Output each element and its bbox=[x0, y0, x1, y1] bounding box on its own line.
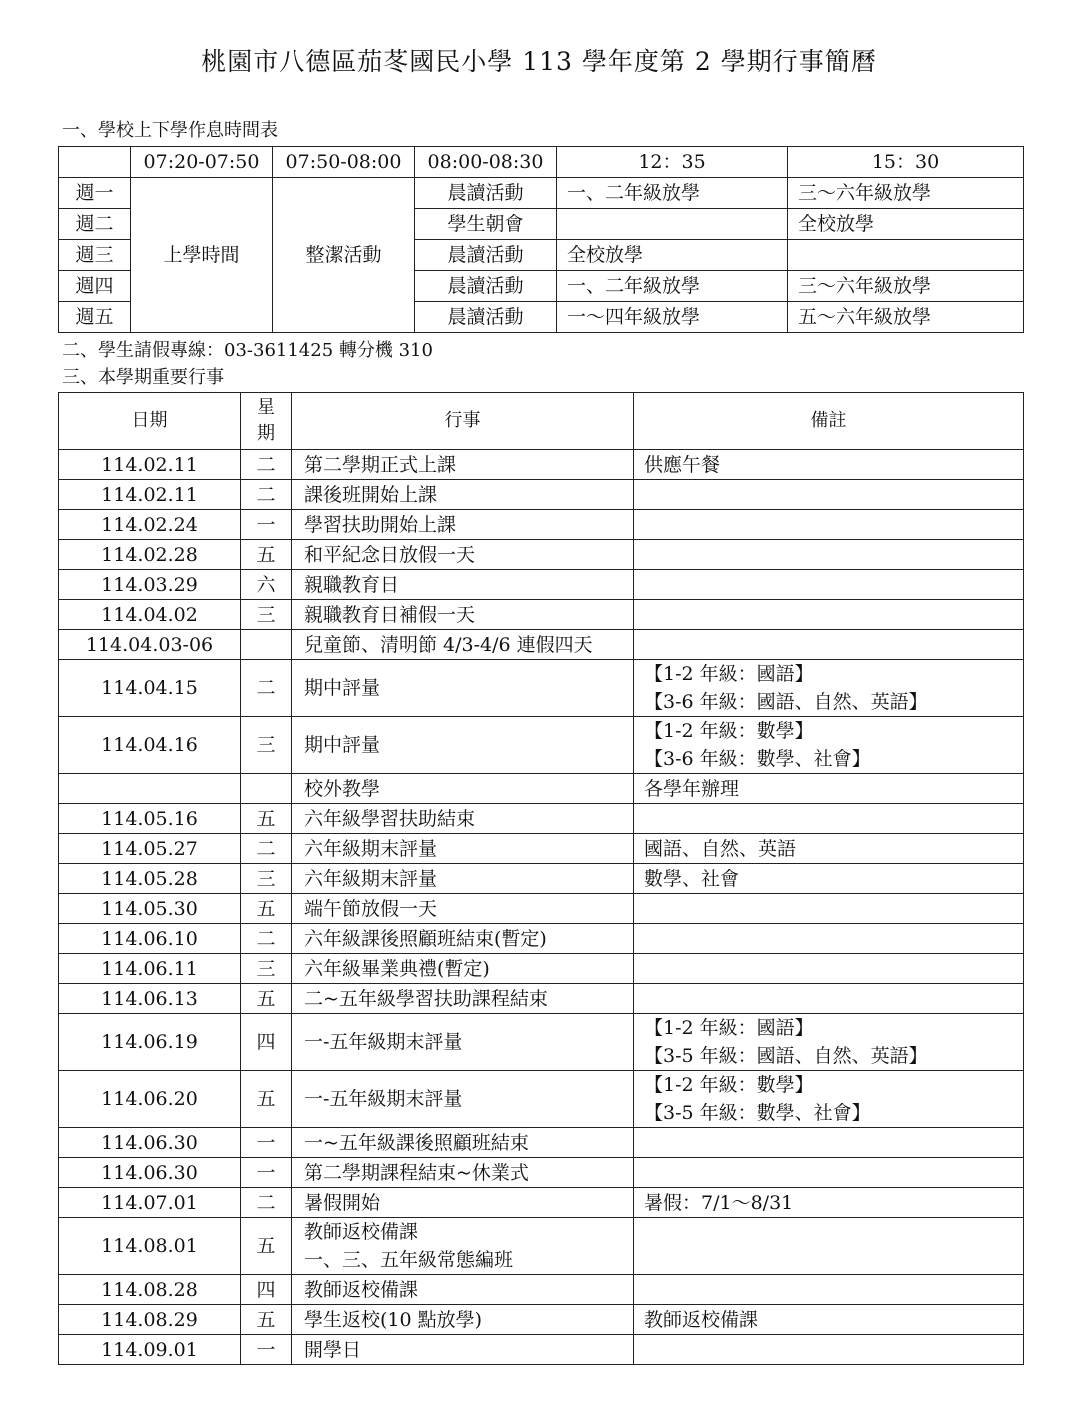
event-date-cell: 114.05.16 bbox=[59, 804, 241, 834]
event-date-cell: 114.02.28 bbox=[59, 540, 241, 570]
event-description-cell: 六年級畢業典禮(暫定) bbox=[292, 954, 634, 984]
event-weekday-cell: 三 bbox=[241, 717, 292, 774]
event-note-line: 【1-2 年級：數學】 bbox=[644, 720, 814, 742]
event-row bbox=[59, 1275, 1024, 1305]
event-note-cell bbox=[634, 954, 1024, 984]
event-note-cell bbox=[634, 510, 1024, 540]
event-description-cell: 期中評量 bbox=[292, 717, 634, 774]
event-date-cell: 114.08.28 bbox=[59, 1275, 241, 1305]
schedule-header-cell: 07:50-08:00 bbox=[273, 147, 415, 178]
event-description-cell: 六年級期末評量 bbox=[292, 864, 634, 894]
event-date-cell: 114.05.30 bbox=[59, 894, 241, 924]
morning-activity-cell: 學生朝會 bbox=[415, 209, 557, 240]
event-date-cell: 114.06.30 bbox=[59, 1128, 241, 1158]
note-column-header: 備註 bbox=[634, 393, 1024, 450]
event-row bbox=[59, 1014, 1024, 1071]
morning-activity-cell: 晨讀活動 bbox=[415, 271, 557, 302]
section-heading-events: 三、本學期重要行事 bbox=[62, 367, 224, 388]
event-note-cell bbox=[634, 1275, 1024, 1305]
event-description-cell: 第二學期課程結束~休業式 bbox=[292, 1158, 634, 1188]
event-row bbox=[59, 1305, 1024, 1335]
event-row bbox=[59, 1218, 1024, 1275]
event-weekday-cell: 五 bbox=[241, 894, 292, 924]
event-description-cell: 和平紀念日放假一天 bbox=[292, 540, 634, 570]
event-row bbox=[59, 480, 1024, 510]
event-date-cell: 114.06.11 bbox=[59, 954, 241, 984]
schedule-header-cell bbox=[59, 147, 131, 178]
weekday-cell: 週一 bbox=[59, 178, 131, 209]
event-weekday-cell: 三 bbox=[241, 864, 292, 894]
event-row bbox=[59, 1128, 1024, 1158]
dismissal-1530-cell: 五～六年級放學 bbox=[788, 302, 1024, 333]
schedule-row bbox=[59, 178, 1024, 209]
event-note-line: 【1-2 年級：國語】 bbox=[644, 1017, 814, 1039]
event-description-cell: 六年級課後照顧班結束(暫定) bbox=[292, 924, 634, 954]
event-note-line: 【3-5 年級：數學、社會】 bbox=[644, 1102, 871, 1124]
event-weekday-cell: 一 bbox=[241, 1335, 292, 1365]
schedule-header-cell: 15：30 bbox=[788, 147, 1024, 178]
event-date-cell: 114.02.11 bbox=[59, 450, 241, 480]
event-description-cell: 兒童節、清明節 4/3-4/6 連假四天 bbox=[292, 630, 634, 660]
event-row bbox=[59, 804, 1024, 834]
event-description-cell: 開學日 bbox=[292, 1335, 634, 1365]
event-date-cell: 114.04.16 bbox=[59, 717, 241, 774]
event-weekday-cell: 二 bbox=[241, 660, 292, 717]
dismissal-1235-cell: 一～四年級放學 bbox=[557, 302, 788, 333]
event-note-cell bbox=[634, 717, 1024, 774]
event-row bbox=[59, 1158, 1024, 1188]
schedule-header-cell: 12：35 bbox=[557, 147, 788, 178]
event-description-line: 教師返校備課 bbox=[304, 1221, 419, 1243]
morning-activity-cell: 晨讀活動 bbox=[415, 240, 557, 271]
event-description-cell: 六年級學習扶助結束 bbox=[292, 804, 634, 834]
event-weekday-cell: 二 bbox=[241, 450, 292, 480]
event-note-cell bbox=[634, 660, 1024, 717]
dismissal-1235-cell: 一、二年級放學 bbox=[557, 271, 788, 302]
event-weekday-cell: 一 bbox=[241, 1128, 292, 1158]
event-weekday-cell: 一 bbox=[241, 1158, 292, 1188]
dismissal-1530-cell: 三～六年級放學 bbox=[788, 178, 1024, 209]
weekday-cell: 週二 bbox=[59, 209, 131, 240]
event-row bbox=[59, 834, 1024, 864]
event-description-cell: 課後班開始上課 bbox=[292, 480, 634, 510]
event-weekday-cell: 二 bbox=[241, 480, 292, 510]
event-row bbox=[59, 717, 1024, 774]
event-date-cell: 114.08.29 bbox=[59, 1305, 241, 1335]
event-note-cell bbox=[634, 600, 1024, 630]
event-note-cell bbox=[634, 804, 1024, 834]
event-note-cell bbox=[634, 480, 1024, 510]
event-note-cell bbox=[634, 540, 1024, 570]
event-note-cell: 教師返校備課 bbox=[634, 1305, 1024, 1335]
event-row bbox=[59, 510, 1024, 540]
date-column-header: 日期 bbox=[59, 393, 241, 450]
event-row bbox=[59, 864, 1024, 894]
event-note-cell bbox=[634, 1218, 1024, 1275]
event-description-cell: 校外教學 bbox=[292, 774, 634, 804]
event-weekday-cell: 五 bbox=[241, 1071, 292, 1128]
morning-activity-cell: 晨讀活動 bbox=[415, 178, 557, 209]
event-description-cell: 第二學期正式上課 bbox=[292, 450, 634, 480]
event-description-cell: 學生返校(10 點放學) bbox=[292, 1305, 634, 1335]
event-date-cell: 114.03.29 bbox=[59, 570, 241, 600]
event-date-cell: 114.05.27 bbox=[59, 834, 241, 864]
event-weekday-cell: 二 bbox=[241, 1188, 292, 1218]
event-description-cell: 暑假開始 bbox=[292, 1188, 634, 1218]
event-row bbox=[59, 600, 1024, 630]
event-note-cell bbox=[634, 984, 1024, 1014]
event-weekday-cell: 一 bbox=[241, 510, 292, 540]
event-note-line: 【3-5 年級：國語、自然、英語】 bbox=[644, 1045, 928, 1067]
event-row bbox=[59, 894, 1024, 924]
event-note-cell bbox=[634, 630, 1024, 660]
arrival-time-cell: 上學時間 bbox=[131, 178, 273, 333]
schedule-header-row bbox=[59, 147, 1024, 178]
event-weekday-cell: 四 bbox=[241, 1014, 292, 1071]
event-row bbox=[59, 924, 1024, 954]
event-date-cell: 114.06.20 bbox=[59, 1071, 241, 1128]
event-weekday-cell bbox=[241, 774, 292, 804]
event-weekday-cell bbox=[241, 630, 292, 660]
event-row bbox=[59, 984, 1024, 1014]
event-row bbox=[59, 1335, 1024, 1365]
event-date-cell: 114.04.02 bbox=[59, 600, 241, 630]
cleaning-activity-cell: 整潔活動 bbox=[273, 178, 415, 333]
event-note-line: 【1-2 年級：數學】 bbox=[644, 1074, 814, 1096]
event-row bbox=[59, 450, 1024, 480]
event-note-cell: 供應午餐 bbox=[634, 450, 1024, 480]
event-weekday-cell: 五 bbox=[241, 1305, 292, 1335]
weekday-header-char-1: 星 bbox=[257, 397, 275, 418]
event-description-cell bbox=[292, 1218, 634, 1275]
event-weekday-cell: 五 bbox=[241, 804, 292, 834]
dismissal-1530-cell: 全校放學 bbox=[788, 209, 1024, 240]
event-weekday-cell: 三 bbox=[241, 954, 292, 984]
weekday-cell: 週五 bbox=[59, 302, 131, 333]
event-note-cell bbox=[634, 1128, 1024, 1158]
event-note-cell bbox=[634, 1335, 1024, 1365]
event-description-cell: 六年級期末評量 bbox=[292, 834, 634, 864]
event-date-cell: 114.06.30 bbox=[59, 1158, 241, 1188]
event-description-cell: 一-五年級期末評量 bbox=[292, 1071, 634, 1128]
event-weekday-cell: 三 bbox=[241, 600, 292, 630]
event-note-cell: 暑假：7/1～8/31 bbox=[634, 1188, 1024, 1218]
event-note-line: 【1-2 年級：國語】 bbox=[644, 663, 814, 685]
event-description-cell: 親職教育日補假一天 bbox=[292, 600, 634, 630]
event-note-cell bbox=[634, 1071, 1024, 1128]
event-date-cell: 114.08.01 bbox=[59, 1218, 241, 1275]
weekday-header-char-2: 期 bbox=[257, 423, 275, 444]
schedule-header-cell: 08:00-08:30 bbox=[415, 147, 557, 178]
events-header-row bbox=[59, 393, 1024, 450]
event-row bbox=[59, 954, 1024, 984]
event-date-cell: 114.06.10 bbox=[59, 924, 241, 954]
event-date-cell: 114.02.24 bbox=[59, 510, 241, 540]
event-column-header: 行事 bbox=[292, 393, 634, 450]
event-note-line: 【3-6 年級：數學、社會】 bbox=[644, 748, 871, 770]
event-date-cell: 114.02.11 bbox=[59, 480, 241, 510]
event-weekday-cell: 二 bbox=[241, 924, 292, 954]
event-weekday-cell: 五 bbox=[241, 984, 292, 1014]
event-description-cell: 端午節放假一天 bbox=[292, 894, 634, 924]
event-description-cell: 一~五年級課後照顧班結束 bbox=[292, 1128, 634, 1158]
event-weekday-cell: 五 bbox=[241, 1218, 292, 1275]
event-note-cell: 國語、自然、英語 bbox=[634, 834, 1024, 864]
daily-schedule-table bbox=[58, 146, 1024, 333]
section-heading-schedule: 一、學校上下學作息時間表 bbox=[62, 120, 278, 141]
event-date-cell: 114.06.19 bbox=[59, 1014, 241, 1071]
event-row bbox=[59, 540, 1024, 570]
event-weekday-cell: 二 bbox=[241, 834, 292, 864]
event-note-cell bbox=[634, 570, 1024, 600]
event-date-cell: 114.07.01 bbox=[59, 1188, 241, 1218]
event-date-cell bbox=[59, 774, 241, 804]
event-description-line: 一、三、五年級常態編班 bbox=[304, 1249, 514, 1271]
event-note-cell bbox=[634, 1158, 1024, 1188]
event-note-cell bbox=[634, 894, 1024, 924]
event-description-cell: 期中評量 bbox=[292, 660, 634, 717]
dismissal-1235-cell bbox=[557, 209, 788, 240]
event-description-cell: 親職教育日 bbox=[292, 570, 634, 600]
event-row bbox=[59, 660, 1024, 717]
event-note-cell bbox=[634, 924, 1024, 954]
event-weekday-cell: 六 bbox=[241, 570, 292, 600]
event-description-cell: 教師返校備課 bbox=[292, 1275, 634, 1305]
event-description-cell: 學習扶助開始上課 bbox=[292, 510, 634, 540]
dismissal-1530-cell: 三～六年級放學 bbox=[788, 271, 1024, 302]
event-note-cell: 各學年辦理 bbox=[634, 774, 1024, 804]
event-date-cell: 114.04.03-06 bbox=[59, 630, 241, 660]
event-weekday-cell: 五 bbox=[241, 540, 292, 570]
dismissal-1530-cell bbox=[788, 240, 1024, 271]
morning-activity-cell: 晨讀活動 bbox=[415, 302, 557, 333]
event-description-cell: 二~五年級學習扶助課程結束 bbox=[292, 984, 634, 1014]
event-note-cell: 數學、社會 bbox=[634, 864, 1024, 894]
weekday-cell: 週三 bbox=[59, 240, 131, 271]
event-date-cell: 114.09.01 bbox=[59, 1335, 241, 1365]
event-date-cell: 114.06.13 bbox=[59, 984, 241, 1014]
events-table bbox=[58, 392, 1024, 1365]
dismissal-1235-cell: 全校放學 bbox=[557, 240, 788, 271]
section-heading-leave-hotline: 二、學生請假專線：03-3611425 轉分機 310 bbox=[62, 340, 433, 361]
page-title: 桃園市八德區茄苳國民小學 113 學年度第 2 學期行事簡曆 bbox=[201, 47, 877, 76]
event-row bbox=[59, 570, 1024, 600]
event-note-cell bbox=[634, 1014, 1024, 1071]
schedule-header-cell: 07:20-07:50 bbox=[131, 147, 273, 178]
event-row bbox=[59, 1071, 1024, 1128]
event-weekday-cell: 四 bbox=[241, 1275, 292, 1305]
weekday-cell: 週四 bbox=[59, 271, 131, 302]
event-date-cell: 114.04.15 bbox=[59, 660, 241, 717]
dismissal-1235-cell: 一、二年級放學 bbox=[557, 178, 788, 209]
event-note-line: 【3-6 年級：國語、自然、英語】 bbox=[644, 691, 928, 713]
event-date-cell: 114.05.28 bbox=[59, 864, 241, 894]
event-row bbox=[59, 630, 1024, 660]
weekday-column-header bbox=[241, 393, 292, 450]
event-row bbox=[59, 774, 1024, 804]
event-description-cell: 一-五年級期末評量 bbox=[292, 1014, 634, 1071]
event-row bbox=[59, 1188, 1024, 1218]
